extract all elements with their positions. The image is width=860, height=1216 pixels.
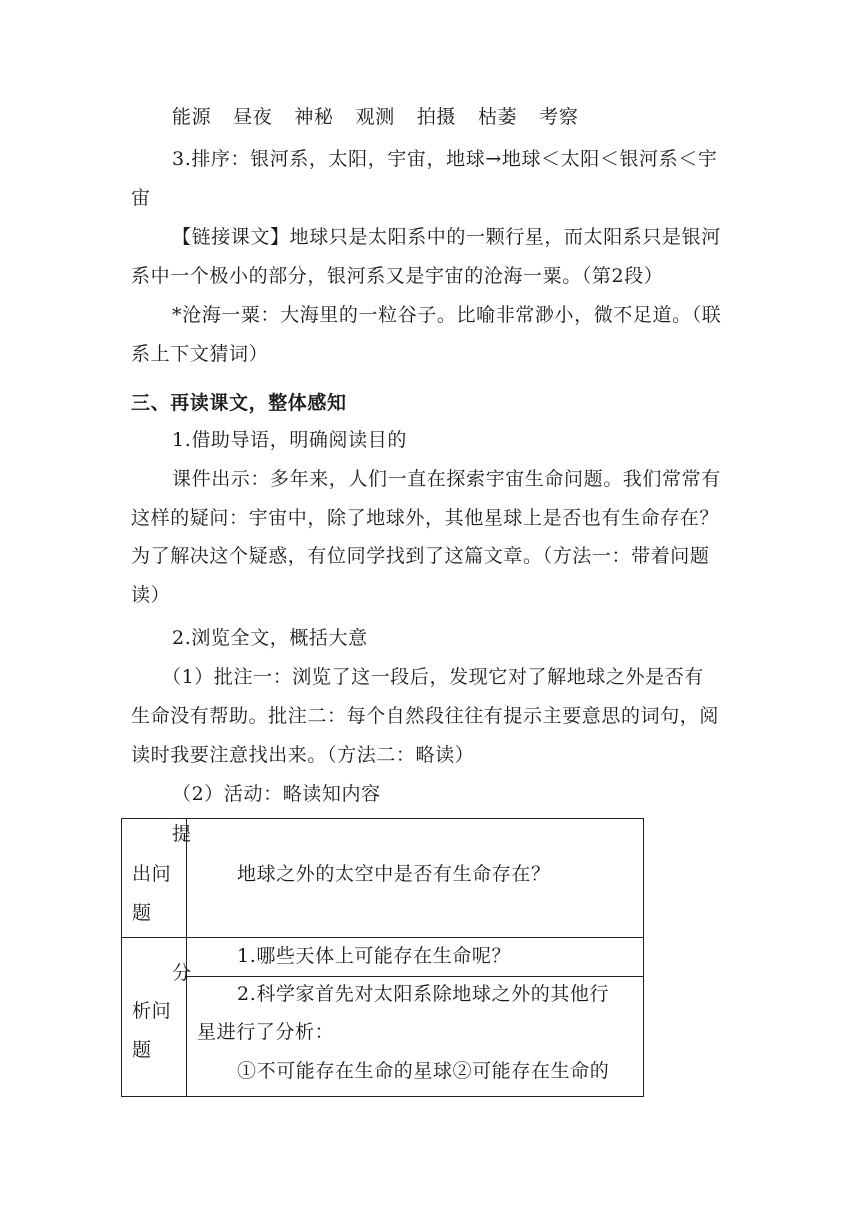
link-line-2: 系中一个极小的部分，银河系又是宇宙的沧海一粟。（第2段） — [131, 265, 664, 287]
question-text: 地球之外的太空中是否有生命存在？ — [237, 863, 551, 885]
word-item: 考察 — [539, 106, 579, 128]
analysis-line: 星进行了分析： — [197, 1021, 335, 1043]
analysis-line: ①不可能存在生命的星球②可能存在生命的 — [237, 1060, 610, 1082]
word-item: 观测 — [355, 106, 395, 128]
row-content-cell — [187, 819, 644, 938]
link-line-1: 【链接课文】地球只是太阳系中的一颗行星，而太阳系只是银河 — [172, 226, 721, 248]
row-label-cell — [122, 938, 192, 1097]
idiom-line-1: *沧海一粟：大海里的一粒谷子。比喻非常渺小，微不足道。（联 — [172, 304, 722, 326]
word-item: 能源 — [172, 106, 212, 128]
activity-title: （2）活动：略读知内容 — [172, 783, 381, 805]
word-item: 神秘 — [294, 106, 334, 128]
table-row — [122, 819, 644, 938]
paragraph-line: 课件出示：多年来，人们一直在探索宇宙生命问题。我们常常有 — [172, 468, 721, 490]
vocabulary-words — [172, 104, 578, 130]
row-label-part: 题 — [132, 1039, 152, 1061]
idiom-line-2: 系上下文猜词） — [131, 343, 269, 365]
sort-line-1: 3.排序：银河系，太阳，宇宙，地球→地球＜太阳＜银河系＜宇 — [172, 148, 718, 170]
row-content-cell — [187, 977, 644, 1097]
word-item: 拍摄 — [416, 106, 457, 128]
row-label-part: 题 — [132, 902, 152, 924]
row-label-part: 提 — [172, 823, 192, 845]
paragraph-line: 为了解决这个疑惑，有位同学找到了这篇文章。（方法一：带着问题 — [131, 545, 710, 567]
row-content-cell — [187, 938, 644, 977]
row-label-part: 分 — [172, 962, 192, 984]
item-2-title: 2.浏览全文，概括大意 — [172, 627, 368, 649]
paragraph-line: 读时我要注意找出来。（方法二：略读） — [131, 744, 475, 766]
paragraph-line: 生命没有帮助。批注二：每个自然段往往有提示主要意思的词句，阅 — [131, 705, 720, 727]
row-label-part: 析问 — [132, 1000, 172, 1022]
item-1-title: 1.借助导语，明确阅读目的 — [172, 429, 407, 451]
analysis-line: 2.科学家首先对太阳系除地球之外的其他行 — [237, 983, 610, 1005]
activity-table — [121, 818, 644, 1097]
table-row — [122, 977, 644, 1097]
table-row — [122, 938, 644, 977]
paragraph-line: （1）批注一：浏览了这一段后，发现它对了解地球之外是否有 — [162, 666, 704, 688]
word-item: 枯萎 — [478, 106, 518, 128]
word-item: 昼夜 — [233, 106, 273, 128]
paragraph-line: 读） — [131, 584, 171, 606]
section-heading: 三、再读课文，整体感知 — [131, 392, 347, 414]
subquestion-text: 1.哪些天体上可能存在生命呢？ — [237, 945, 512, 967]
row-label-cell — [122, 819, 192, 938]
paragraph-line: 这样的疑问：宇宙中，除了地球外，其他星球上是否也有生命存在？ — [131, 507, 720, 529]
row-label-part: 出问 — [132, 863, 172, 885]
sort-line-2: 宙 — [131, 187, 151, 209]
